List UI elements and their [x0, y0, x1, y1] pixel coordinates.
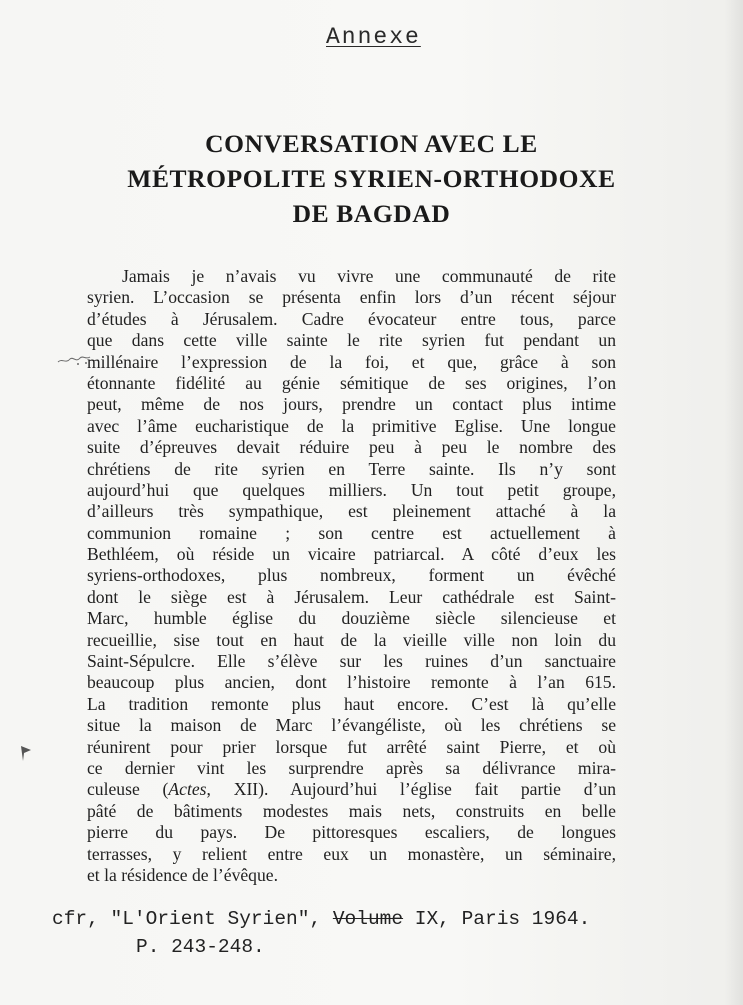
body-line: dont le siège est à Jérusalem. Leur cathédrale est Saint- [87, 586, 616, 607]
body-line: Saint-Sépulcre. Elle s’élève sur les ruines d’un sanctuaire [87, 651, 616, 672]
body-line: recueillie, sise tout en haut de la vieille ville non loin du [87, 629, 616, 650]
body-line: et la résidence de l’évêque. [87, 864, 278, 885]
body-line: ce dernier vint les surprendre après sa délivrance mira- [87, 757, 616, 778]
title-line-1: CONVERSATION AVEC LE [205, 129, 538, 158]
body-line: Bethléem, où réside un vicaire patriarcal. A côté d’eux les [87, 544, 616, 565]
body-line: réunirent pour prier lorsque fut arrêté saint Pierre, et où [87, 736, 616, 757]
margin-arrow-mark-icon [18, 744, 34, 764]
title-line-2: MÉTROPOLITE SYRIEN-ORTHODOXE [127, 164, 616, 193]
citation-suffix: IX, Paris 1964. [414, 908, 591, 930]
body-line: Jamais je n’avais vu vivre une communauté de rite [122, 266, 616, 286]
body-line: suite d’épreuves devait réduire peu à peu le nombre des [87, 437, 616, 458]
body-line: d’ailleurs très sympathique, est pleinement attaché à la [87, 501, 616, 522]
annexe-heading: Annexe [326, 24, 421, 50]
title-line-3: DE BAGDAD [292, 199, 451, 228]
page-edge-shadow [725, 0, 743, 1005]
body-line: que dans cette ville sainte le rite syrien fut pendant un [87, 330, 616, 351]
body-line: pierre du pays. De pittoresques escaliers, de longues [87, 822, 616, 843]
citation-line [52, 902, 590, 936]
body-line: communion romaine ; son centre est actuellement à [87, 522, 616, 543]
body-line: terrasses, y relient entre eux un monastère, un séminaire, [87, 843, 616, 864]
document-title [40, 126, 703, 231]
body-line: d’études à Jérusalem. Cadre évocateur entre tous, parce [87, 308, 616, 329]
body-line: La tradition remonte plus haut encore. C’est là qu’elle [87, 693, 616, 714]
body-line: millénaire l’expression de la foi, et que, grâce à son [87, 351, 616, 372]
handwritten-margin-mark-icon [56, 350, 96, 370]
body-line: situe la maison de Marc l’évangéliste, où les chrétiens se [87, 715, 616, 736]
body-line: pâté de bâtiments modestes mais nets, construits en belle [87, 800, 616, 821]
body-line: syrien. L’occasion se présenta enfin lors d’un récent séjour [87, 287, 616, 308]
body-line: peut, même de nos jours, prendre un contact plus intime [87, 394, 616, 415]
citation-struck-word: Volume [332, 908, 404, 930]
body-paragraph [87, 266, 616, 886]
body-line: avec l’âme eucharistique de la primitive Eglise. Une longue [87, 415, 616, 436]
body-line: Marc, humble église du douzième siècle silencieuse et [87, 608, 616, 629]
citation-prefix: cfr, "L'Orient Syrien", [52, 908, 322, 930]
body-line: aujourd’hui que quelques milliers. Un tout petit groupe, [87, 479, 616, 500]
body-line: chrétiens de rite syrien en Terre sainte. Ils n’y sont [87, 458, 616, 479]
page-range: P. 243-248. [136, 936, 265, 958]
body-line: syriens-orthodoxes, plus nombreux, forment un évêché [87, 565, 616, 586]
body-line: étonnante fidélité au génie sémitique de ses origines, l’on [87, 372, 616, 393]
body-line: culeuse (Actes, XII). Aujourd’hui l’église fait partie d’un [87, 779, 616, 800]
body-line: beaucoup plus ancien, dont l’histoire remonte à l’an 615. [87, 672, 616, 693]
